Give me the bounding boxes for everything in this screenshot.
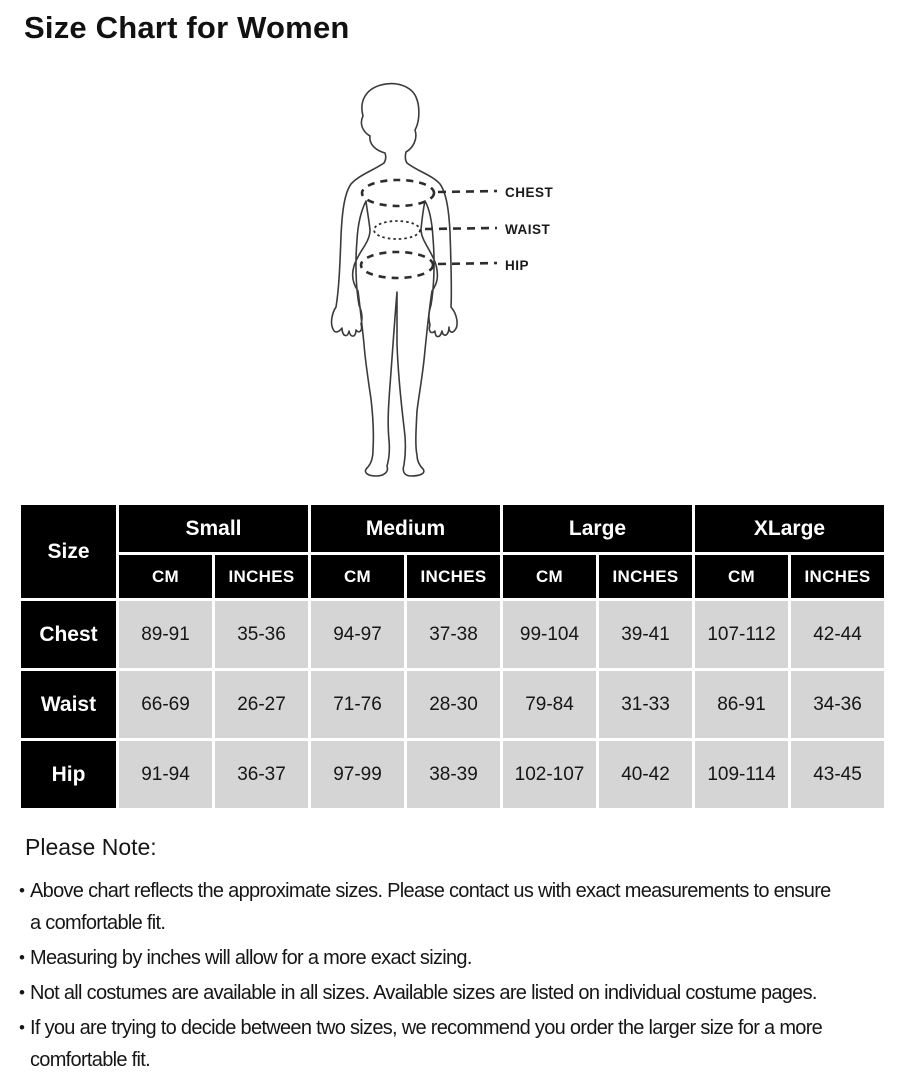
notes-section bbox=[19, 834, 885, 1079]
unit-header-inches: INCHES bbox=[407, 555, 500, 598]
hip-xlarge-cm: 109-114 bbox=[695, 741, 788, 808]
hip-small-cm: 91-94 bbox=[119, 741, 212, 808]
size-group-medium: Medium bbox=[311, 505, 500, 552]
note-item: • Not all costumes are available in all sizes. Available sizes are listed on individual costume pages. bbox=[19, 977, 885, 1009]
hip-small-inches: 36-37 bbox=[215, 741, 308, 808]
hip-measure-ellipse bbox=[361, 252, 433, 278]
hip-xlarge-inches: 43-45 bbox=[791, 741, 884, 808]
waist-large-inches: 31-33 bbox=[599, 671, 692, 738]
note-item: • Above chart reflects the approximate sizes. Please contact us with exact measurements to ensure a comfortable fit. bbox=[19, 875, 842, 939]
row-label-hip: Hip bbox=[21, 741, 116, 808]
unit-header-inches: INCHES bbox=[215, 555, 308, 598]
waist-large-cm: 79-84 bbox=[503, 671, 596, 738]
chest-xlarge-inches: 42-44 bbox=[791, 601, 884, 668]
hip-medium-inches: 38-39 bbox=[407, 741, 500, 808]
table-row-hip bbox=[21, 741, 884, 808]
unit-header-cm: CM bbox=[119, 555, 212, 598]
notes-list bbox=[19, 875, 885, 1076]
waist-leader-line bbox=[425, 228, 497, 229]
hip-large-cm: 102-107 bbox=[503, 741, 596, 808]
row-label-chest: Chest bbox=[21, 601, 116, 668]
unit-header-inches: INCHES bbox=[599, 555, 692, 598]
body-measurement-diagram bbox=[295, 78, 615, 486]
size-group-large: Large bbox=[503, 505, 692, 552]
hip-medium-cm: 97-99 bbox=[311, 741, 404, 808]
chest-large-cm: 99-104 bbox=[503, 601, 596, 668]
chest-label: CHEST bbox=[505, 185, 554, 200]
unit-header-inches: INCHES bbox=[791, 555, 884, 598]
note-item: • If you are trying to decide between two sizes, we recommend you order the larger size for a more comfortable fit. bbox=[19, 1012, 885, 1076]
hip-label: HIP bbox=[505, 258, 530, 273]
page-title: Size Chart for Women bbox=[24, 10, 350, 45]
waist-small-inches: 26-27 bbox=[215, 671, 308, 738]
unit-header-cm: CM bbox=[695, 555, 788, 598]
unit-header-cm: CM bbox=[311, 555, 404, 598]
body-outline bbox=[332, 84, 458, 476]
waist-small-cm: 66-69 bbox=[119, 671, 212, 738]
waist-xlarge-inches: 34-36 bbox=[791, 671, 884, 738]
chest-medium-cm: 94-97 bbox=[311, 601, 404, 668]
waist-medium-inches: 28-30 bbox=[407, 671, 500, 738]
chest-medium-inches: 37-38 bbox=[407, 601, 500, 668]
size-corner-header: Size bbox=[21, 505, 116, 598]
waist-medium-cm: 71-76 bbox=[311, 671, 404, 738]
waist-measure-ellipse bbox=[374, 221, 420, 239]
unit-header-cm: CM bbox=[503, 555, 596, 598]
size-chart-table bbox=[18, 502, 887, 811]
size-group-small: Small bbox=[119, 505, 308, 552]
table-row-waist bbox=[21, 671, 884, 738]
note-item: • Measuring by inches will allow for a more exact sizing. bbox=[19, 942, 885, 974]
chest-leader-line bbox=[438, 191, 497, 192]
size-group-xlarge: XLarge bbox=[695, 505, 884, 552]
chest-small-inches: 35-36 bbox=[215, 601, 308, 668]
row-label-waist: Waist bbox=[21, 671, 116, 738]
chest-large-inches: 39-41 bbox=[599, 601, 692, 668]
hip-large-inches: 40-42 bbox=[599, 741, 692, 808]
waist-label: WAIST bbox=[505, 222, 551, 237]
chest-measure-ellipse bbox=[362, 180, 434, 206]
notes-heading: Please Note: bbox=[25, 834, 157, 860]
hip-leader-line bbox=[438, 263, 497, 264]
table-row-chest bbox=[21, 601, 884, 668]
chest-small-cm: 89-91 bbox=[119, 601, 212, 668]
chest-xlarge-cm: 107-112 bbox=[695, 601, 788, 668]
waist-xlarge-cm: 86-91 bbox=[695, 671, 788, 738]
